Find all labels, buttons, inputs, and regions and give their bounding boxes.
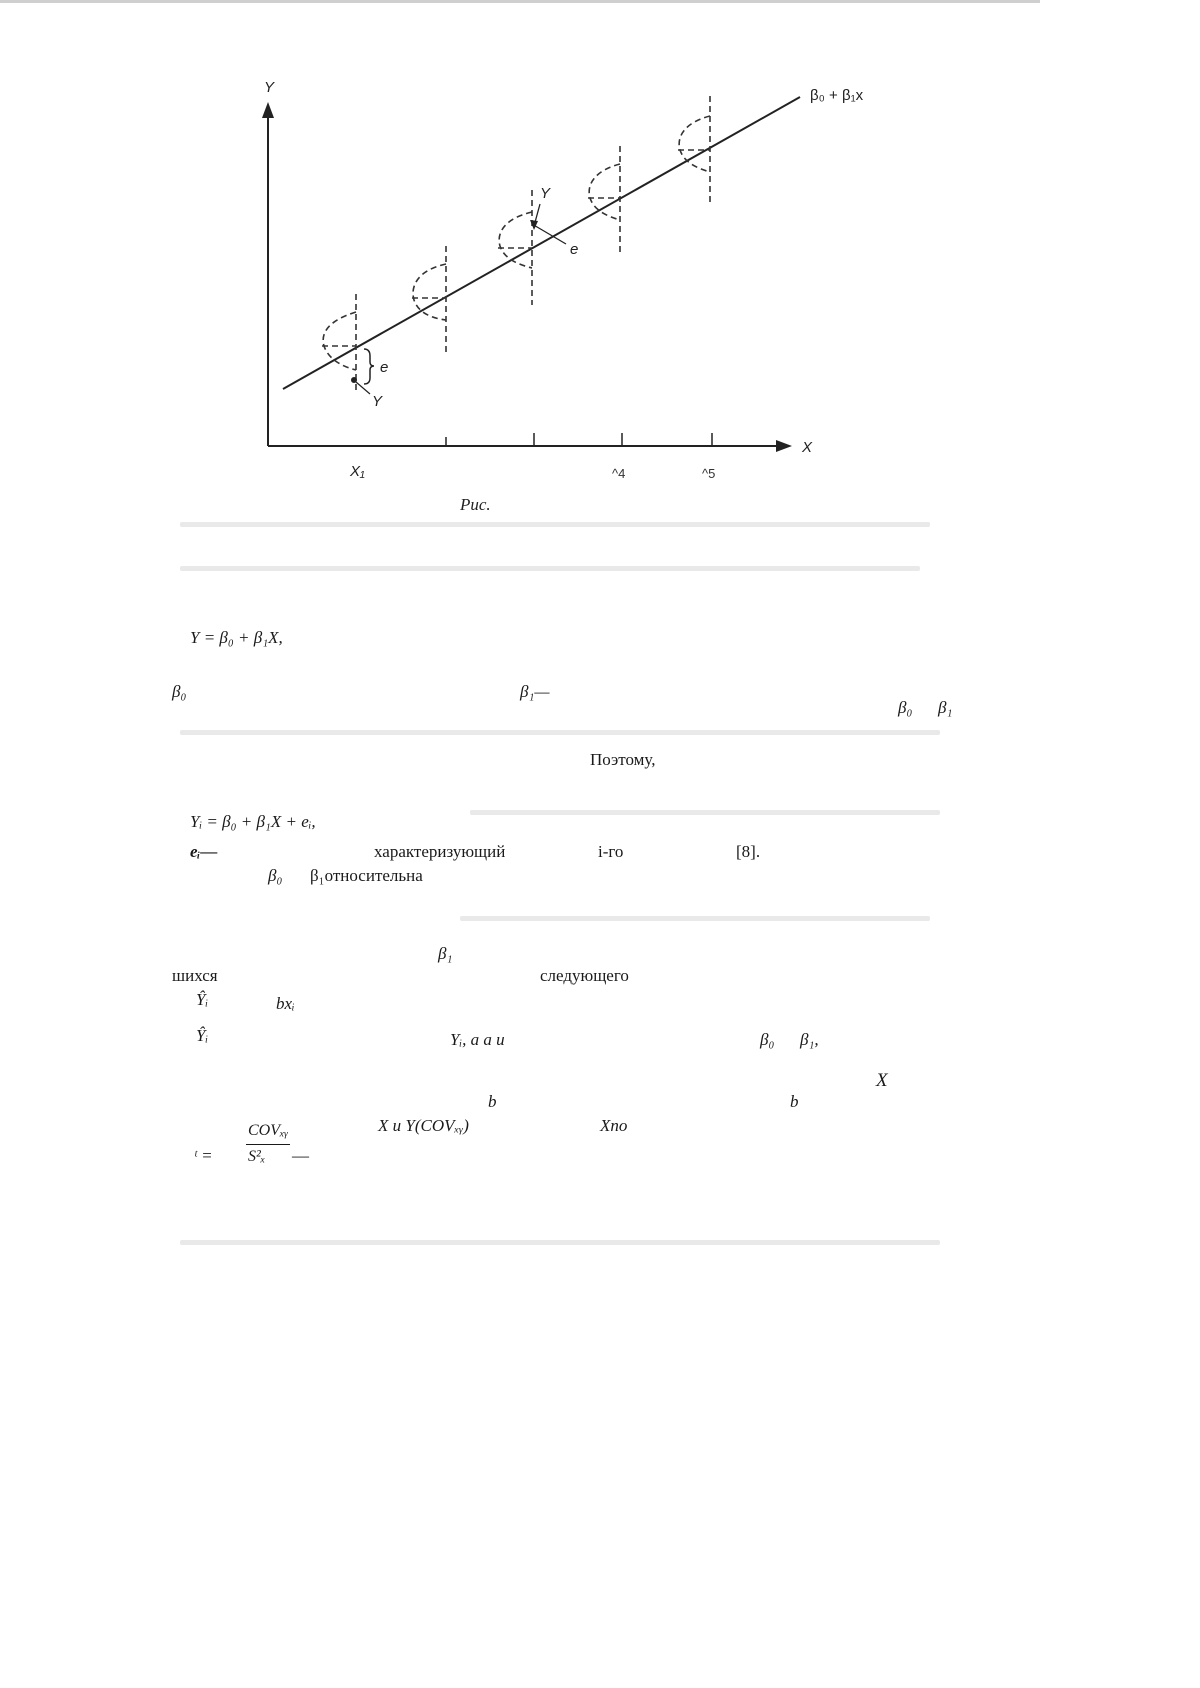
bleed-line: [180, 522, 930, 527]
yhat-symbol: Ŷᵢ: [196, 990, 209, 1009]
beta1-otnositelna: β₁относительна: [310, 866, 423, 885]
bleed-line: [470, 810, 940, 815]
beta0-symbol: β₀: [268, 866, 283, 885]
x-axis-label: X: [802, 439, 813, 456]
bleed-line: [180, 730, 940, 735]
x-tick-label-x5: ^5: [702, 466, 716, 481]
distribution-4: [588, 146, 620, 254]
yi-label-3: Y: [540, 185, 551, 202]
regression-figure: [0, 0, 1200, 560]
bleed-line: [180, 566, 920, 571]
word-kharakterizuyushchiy: характеризующий: [374, 842, 506, 861]
distribution-3: [498, 190, 532, 305]
beta0-symbol: β₀: [898, 698, 913, 717]
equation-regression-error: Yᵢ = β₀ + β₁X + eᵢ,: [190, 812, 316, 831]
beta1-symbol: β₁,: [800, 1030, 819, 1049]
yi-a-a-text: Yᵢ, а a и: [450, 1030, 505, 1049]
error-label-3: e: [570, 241, 579, 258]
ei-symbol: eᵢ—: [190, 842, 218, 861]
equation-regression: Y = β₀ + β₁X,: [190, 628, 283, 647]
y-axis-label: Y: [264, 79, 275, 96]
word-i-go: i-го: [598, 842, 624, 861]
fraction-denominator: S²ₓ: [248, 1148, 266, 1165]
x-and-y-covariance: X и Y(COVₓᵧ): [378, 1116, 469, 1135]
beta1-symbol: β₁: [438, 944, 453, 963]
yhat-symbol: Ŷᵢ: [196, 1026, 209, 1045]
b-symbol: b: [488, 1092, 497, 1111]
b-symbol: b: [790, 1092, 799, 1111]
beta0-symbol: β₀: [760, 1030, 775, 1049]
word-sleduyushchego: следующего: [540, 966, 629, 985]
distribution-curves: [322, 96, 710, 390]
error-label-1: e: [380, 359, 389, 376]
fraction-lhs: ᵗ =: [194, 1146, 213, 1165]
error-brace-1: [364, 349, 374, 384]
x-tick-label-x1: X₁: [350, 463, 365, 480]
regression-line: [283, 97, 800, 389]
x-symbol: X: [876, 1070, 888, 1091]
bleed-line: [180, 1240, 940, 1245]
fraction-numerator: COVₓᵧ: [248, 1122, 289, 1139]
x-axis-arrow: [776, 440, 792, 452]
regression-line-label: β₀ + β₁x: [810, 87, 864, 104]
x-po-text: Xпо: [600, 1116, 628, 1135]
y-axis-arrow: [262, 102, 274, 118]
beta1-symbol: β₁—: [520, 682, 550, 701]
figure-caption: Рис.: [460, 495, 491, 514]
reference-8: [8].: [736, 842, 761, 861]
fraction-tail: —: [292, 1146, 309, 1165]
beta0-symbol: β₀: [172, 682, 187, 701]
word-poetomu: Поэтому,: [590, 750, 656, 769]
bxi-term: bxᵢ: [276, 994, 295, 1013]
x-tick-label-x4: ^4: [612, 466, 626, 481]
beta1-symbol: β₁: [938, 698, 953, 717]
distribution-1: [322, 294, 356, 390]
bleed-line: [460, 916, 930, 921]
fraction-bar: [246, 1144, 290, 1145]
error-pointer-3: [532, 224, 566, 244]
yi-label-1: Y: [372, 393, 383, 410]
word-shikhsya: шихся: [172, 966, 218, 985]
